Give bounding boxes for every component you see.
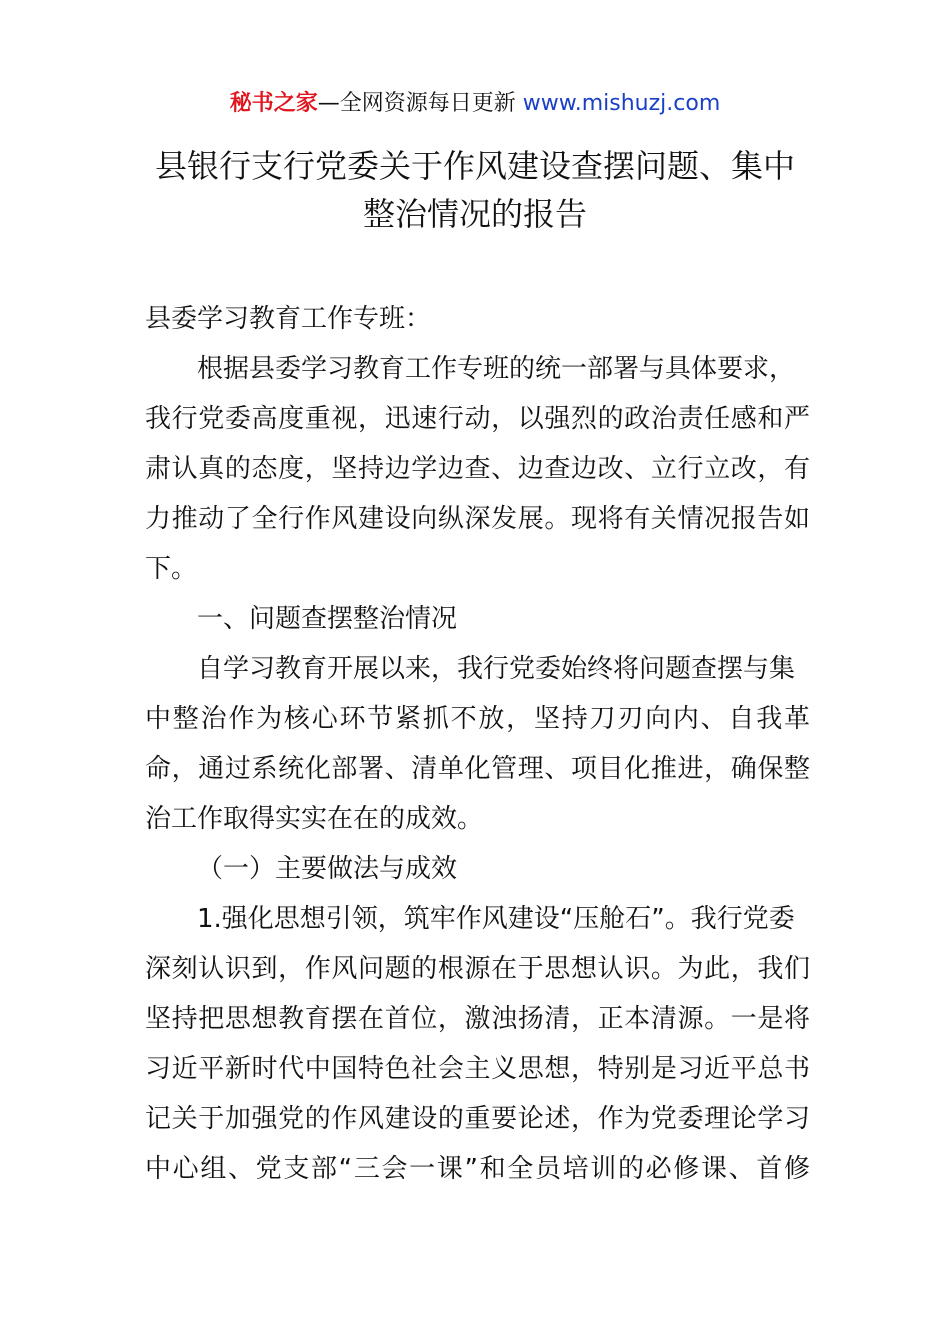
title-line-2: 整治情况的报告 bbox=[362, 195, 587, 233]
document-body bbox=[145, 294, 810, 1194]
paragraph-line: 中整治作为核心环节紧抓不放，坚持刀刃向内、自我革 bbox=[145, 704, 810, 734]
paragraph-line: 自学习教育开展以来，我行党委始终将问题查摆与集 bbox=[197, 654, 796, 684]
paragraph-line: 深刻认识到，作风问题的根源在于思想认识。为此，我们 bbox=[145, 954, 810, 984]
paragraph-line: 治工作取得实实在在的成效。 bbox=[145, 804, 484, 834]
paragraph-line: 习近平新时代中国特色社会主义思想，特别是习近平总书 bbox=[145, 1054, 810, 1084]
paragraph-line: 记关于加强党的作风建设的重要论述，作为党委理论学习 bbox=[145, 1104, 810, 1134]
title-line-1: 县银行支行党委关于作风建设查摆问题、集中 bbox=[154, 147, 795, 185]
paragraph-line: 命，通过系统化部署、清单化管理、项目化推进，确保整 bbox=[145, 754, 810, 784]
paragraph-line: 我行党委高度重视，迅速行动，以强烈的政治责任感和严 bbox=[145, 404, 810, 434]
paragraph-line: 根据县委学习教育工作专班的统一部署与具体要求， bbox=[197, 354, 796, 384]
brand-name: 秘书之家 bbox=[229, 91, 318, 116]
website-link[interactable]: www.mishuzj.com bbox=[522, 91, 721, 116]
salutation: 县委学习教育工作专班： bbox=[145, 304, 432, 334]
paragraph-line: 肃认真的态度，坚持边学边查、边查边改、立行立改，有 bbox=[145, 454, 810, 484]
section-heading: 一、问题查摆整治情况 bbox=[197, 604, 458, 634]
site-banner bbox=[0, 88, 950, 120]
document-title bbox=[100, 142, 850, 238]
banner-tagline: —全网资源每日更新 bbox=[317, 91, 523, 116]
subsection-heading: （一）主要做法与成效 bbox=[197, 854, 458, 884]
paragraph-line: 力推动了全行作风建设向纵深发展。现将有关情况报告如 bbox=[145, 504, 810, 534]
paragraph-line: 1.强化思想引领，筑牢作风建设“压舱石”。我行党委 bbox=[197, 904, 795, 934]
paragraph-line: 坚持把思想教育摆在首位，激浊扬清，正本清源。一是将 bbox=[145, 1004, 810, 1034]
paragraph-line: 中心组、党支部“三会一课”和全员培训的必修课、首修 bbox=[145, 1154, 810, 1184]
paragraph-line: 下。 bbox=[145, 554, 198, 584]
